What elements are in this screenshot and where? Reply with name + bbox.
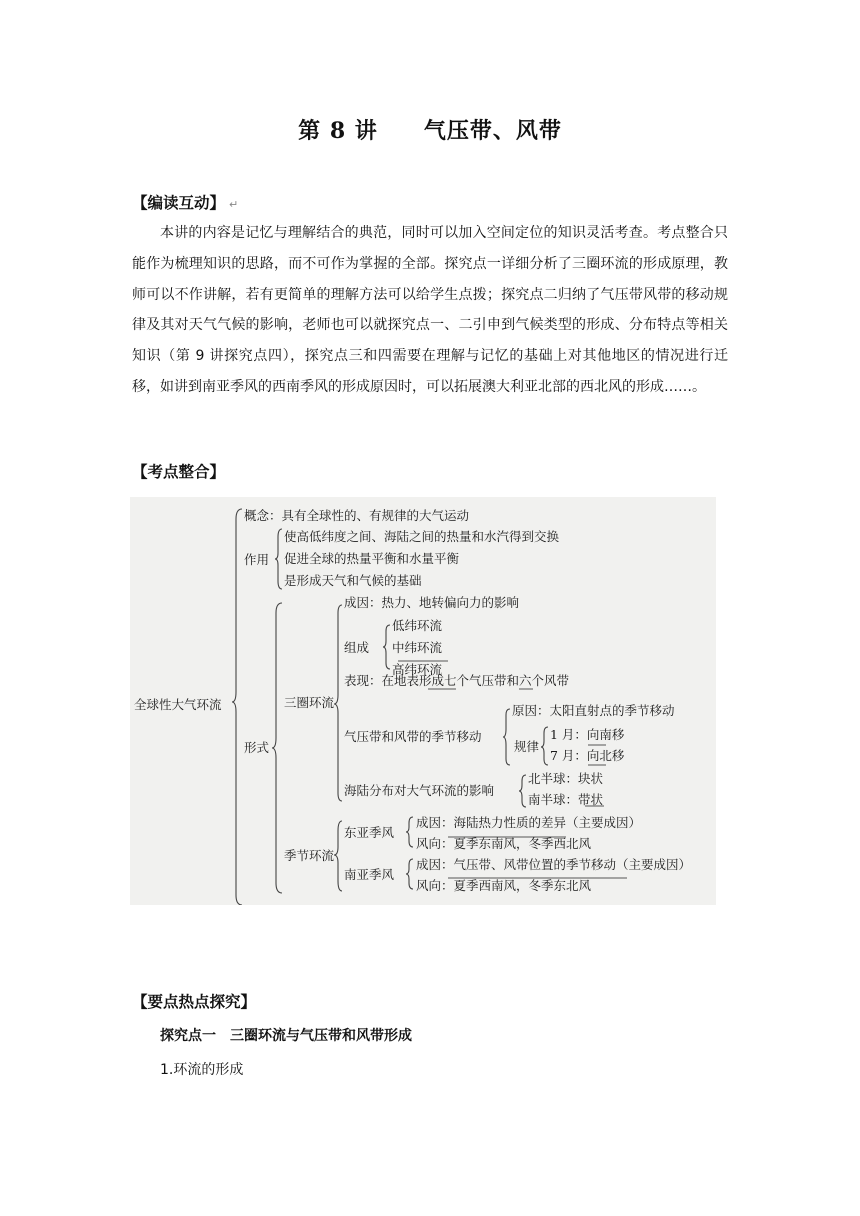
node-low-lat-cell: 低纬环流 [392, 618, 443, 633]
node-three-cell: 三圈环流 [284, 695, 335, 710]
node-southern-hemisphere: 南半球：带状 [528, 792, 604, 807]
section-heading-points: 【考点整合】 [132, 463, 226, 481]
node-east-asia-monsoon: 东亚季风 [344, 825, 395, 840]
node-shift-reason: 原因：太阳直射点的季节移动 [512, 703, 675, 718]
node-rule-jul: 7 月：向北移 [550, 748, 625, 763]
node-seasonal-shift: 气压带和风带的季节移动 [344, 729, 482, 744]
section-heading-editor: 【编读互动】 ↵ [132, 194, 239, 212]
node-expression: 表现：在地表形成七个气压带和六个风带 [344, 673, 570, 688]
node-south-asia-wind: 风向：夏季西南风，冬季东北风 [416, 878, 592, 893]
intro-paragraph: 本讲的内容是记忆与理解结合的典范，同时可以加入空间定位的知识灵活考查。考点整合只能作为梳理知识的思路，而不可作为掌握的全部。探究点一详细分析了三圈环流的形成原理，教师可以不作讲解，若有更简单的理解方法可以给学生点拨；探究点二归纳了气压带风带的移动规律及其对天气气候的影响，老师也可以就探究点一、二引申到气候类型的形成、分布特点等相关知识（第 9 讲探究点四），探究点三和四需要在理解与记忆的基础上对其他地区的情况进行迁移，如讲到南亚季风的西南季风的形成原因时，可以拓展澳大利亚北部的西北风的形成……。 [132, 225, 728, 395]
explore-point-1: 探究点一 三圈环流与气压带和风带形成 [160, 1028, 412, 1044]
node-role-item: 使高低纬度之间、海陆之间的热量和水汽得到交换 [284, 529, 560, 544]
node-east-asia-cause: 成因：海陆热力性质的差异（主要成因） [416, 815, 642, 830]
node-role: 作用 [244, 552, 270, 567]
node-role-item: 促进全球的热量平衡和水量平衡 [284, 551, 460, 566]
section-heading-explore: 【要点热点探究】 [132, 993, 257, 1011]
node-forms: 形式 [244, 740, 270, 755]
page-title [0, 114, 860, 145]
node-high-lat-cell: 高纬环流 [392, 662, 443, 677]
node-three-cell-cause: 成因：热力、地转偏向力的影响 [344, 595, 520, 610]
node-concept: 概念：具有全球性的、有规律的大气运动 [244, 508, 470, 523]
lecture-number: 第 8 讲 [298, 118, 378, 144]
node-global-circulation: 全球性大气环流 [134, 697, 222, 712]
concept-map [130, 497, 716, 905]
node-south-asia-cause: 成因：气压带、风带位置的季节移动（主要成因） [416, 857, 692, 872]
node-monsoon: 季节环流 [284, 848, 335, 863]
node-composition: 组成 [344, 640, 370, 655]
node-mid-lat-cell: 中纬环流 [392, 640, 443, 655]
node-role-item: 是形成天气和气候的基础 [284, 573, 422, 588]
node-rule-jan: 1 月：向南移 [550, 727, 625, 742]
node-shift-rule: 规律 [514, 739, 540, 754]
lecture-topic: 气压带、风带 [423, 118, 562, 144]
node-east-asia-wind: 风向：夏季东南风，冬季西北风 [416, 836, 592, 851]
explore-item-1: 1.环流的形成 [160, 1062, 244, 1078]
node-northern-hemisphere: 北半球：块状 [528, 771, 604, 786]
node-south-asia-monsoon: 南亚季风 [344, 867, 395, 882]
node-land-sea: 海陆分布对大气环流的影响 [344, 783, 495, 798]
